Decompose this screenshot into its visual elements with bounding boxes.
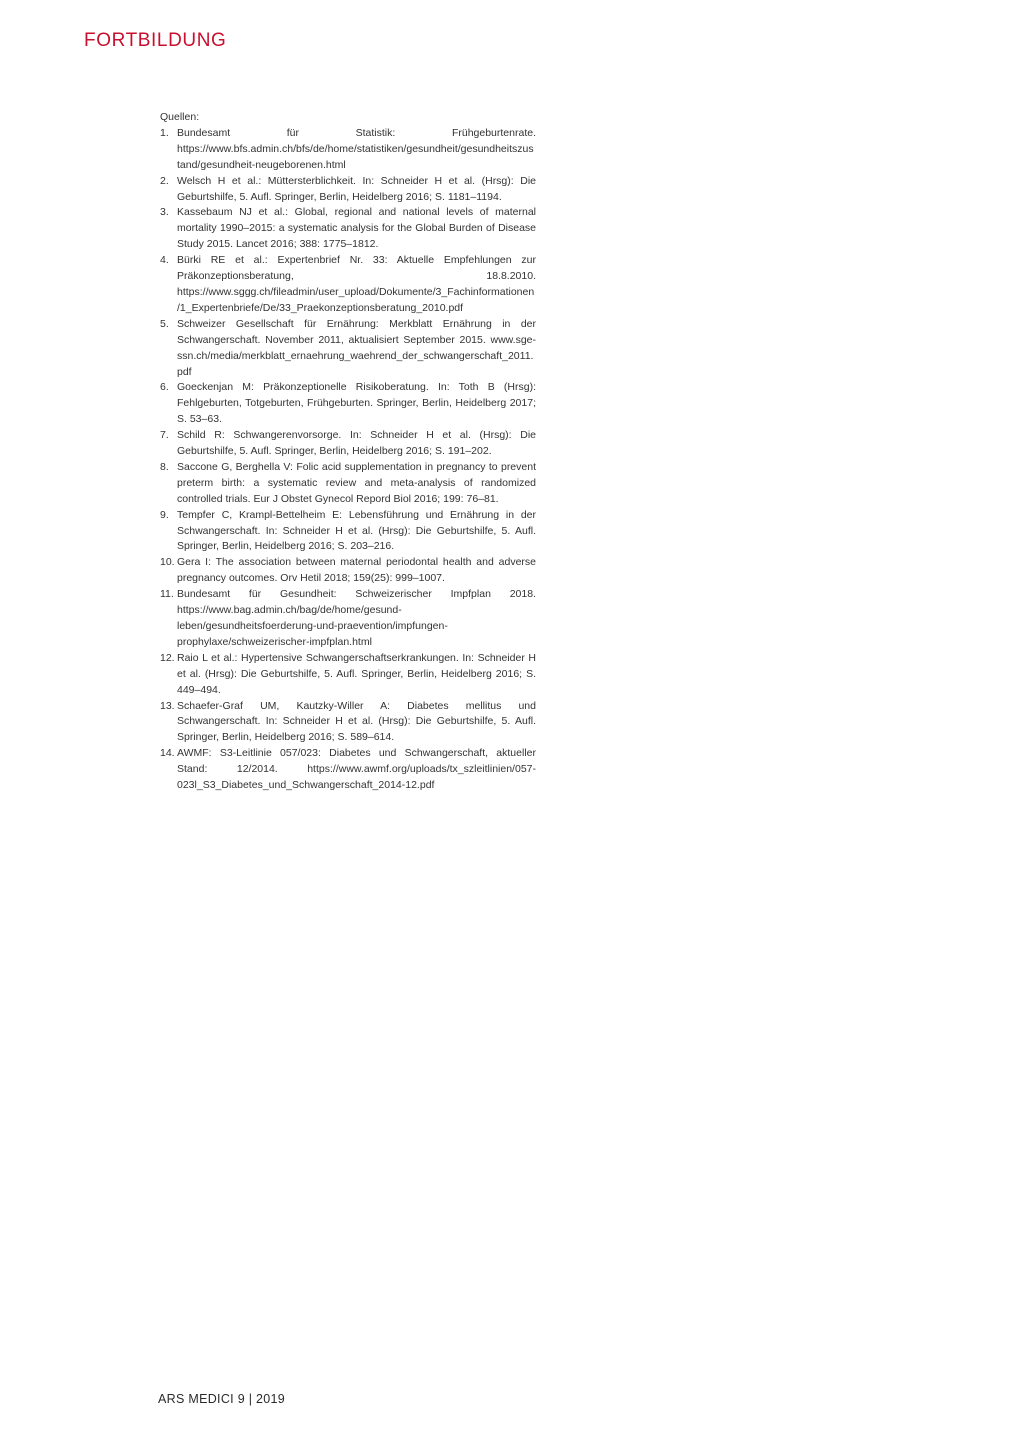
reference-item	[160, 380, 536, 428]
reference-text: Schweizer Gesellschaft für Ernährung: Merkblatt Ernährung in der Schwangerschaft. November 2011, aktualisiert September 2015. www.sge-ssn.ch/media/merkblatt_ernaehrung_waehrend_der_schwangerschaft_2011.pdf	[177, 317, 536, 378]
reference-text: Welsch H et al.: Müttersterblichkeit. In: Schneider H et al. (Hrsg): Die Geburtshilfe, 5. Aufl. Springer, Berlin, Heidelberg 2016; S. 1181–1194.	[177, 174, 536, 203]
reference-number: 13.	[160, 699, 175, 712]
journal-footer: ARS MEDICI 9 | 2019	[158, 1392, 286, 1406]
reference-number: 3.	[160, 206, 169, 219]
reference-text: Kassebaum NJ et al.: Global, regional and national levels of maternal mortality 1990–2015: a systematic analysis for the Global Burden of Disease Study 2015. Lancet 2016; 388: 1775–1812.	[177, 206, 536, 251]
reference-item	[160, 253, 536, 317]
reference-text: Gera I: The association between maternal periodontal health and adverse pregnancy outcomes. Orv Hetil 2018; 159(25): 999–1007.	[177, 556, 536, 585]
reference-number: 7.	[160, 429, 169, 442]
reference-item	[160, 587, 536, 651]
reference-text: Raio L et al.: Hypertensive Schwangerschaftserkrankungen. In: Schneider H et al. (Hrsg): Die Geburtshilfe, 5. Aufl. Springer, Berlin, Heidelberg 2016; S. 449–494.	[177, 651, 536, 696]
reference-item	[160, 460, 536, 508]
reference-text: Bundesamt für Statistik: Frühgeburtenrate. https://www.bfs.admin.ch/bfs/de/home/statistiken/gesundheit/gesundheitszustand/gesundheit-neugeborenen.html	[177, 126, 536, 171]
references-title: Quellen:	[160, 111, 200, 123]
reference-number: 6.	[160, 381, 169, 394]
reference-item	[160, 205, 536, 253]
reference-text: Schild R: Schwangerenvorsorge. In: Schneider H et al. (Hrsg): Die Geburtshilfe, 5. Aufl. Springer, Berlin, Heidelberg 2016; S. 191–202.	[177, 429, 536, 458]
reference-list	[160, 126, 536, 794]
reference-item	[160, 174, 536, 206]
reference-number: 10.	[160, 556, 175, 569]
reference-item	[160, 699, 536, 747]
reference-number: 1.	[160, 126, 169, 139]
reference-text: Tempfer C, Krampl-Bettelheim E: Lebensführung und Ernährung in der Schwangerschaft. In: Schneider H et al. (Hrsg): Die Geburtshilfe, 5. Aufl. Springer, Berlin, Heidelberg 2016; S. 203–216.	[177, 508, 536, 553]
reference-number: 5.	[160, 317, 169, 330]
reference-item	[160, 126, 536, 174]
reference-text: Bürki RE et al.: Expertenbrief Nr. 33: Aktuelle Empfehlungen zur Präkonzeptionsberatung, 18.8.2010. https://www.sggg.ch/fileadmin/user_upload/Dokumente/3_Fachinformationen/1_Expertenbriefe/De/33_Praekonzeptionsberatung_2010.pdf	[177, 254, 536, 314]
reference-item	[160, 317, 536, 381]
reference-text: Saccone G, Berghella V: Folic acid supplementation in pregnancy to prevent preterm birth: a systematic review and meta-analysis of randomized controlled trials. Eur J Obstet Gynecol Repord Biol 2016; 199: 76–81.	[177, 460, 536, 505]
reference-item	[160, 428, 536, 460]
reference-item	[160, 651, 536, 699]
reference-number: 11.	[160, 588, 174, 601]
reference-number: 8.	[160, 460, 169, 473]
reference-text: Goeckenjan M: Präkonzeptionelle Risikoberatung. In: Toth B (Hrsg): Fehlgeburten, Totgeburten, Frühgeburten. Springer, Berlin, Heidelberg 2017; S. 53–63.	[177, 381, 536, 426]
reference-item	[160, 555, 536, 587]
reference-number: 12.	[160, 651, 175, 664]
reference-text: Bundesamt für Gesundheit: Schweizerischer Impfplan 2018. https://www.bag.admin.ch/bag/de/home/gesund-leben/gesundheitsfoerderung-und-praevention/impfungen-prophylaxe/schweizerischer-impfplan.html	[177, 588, 536, 648]
reference-number: 4.	[160, 254, 169, 267]
reference-text: Schaefer-Graf UM, Kautzky-Willer A: Diabetes mellitus und Schwangerschaft. In: Schneider H et al. (Hrsg): Die Geburtshilfe, 5. Aufl. Springer, Berlin, Heidelberg 2016; S. 589–614.	[177, 699, 536, 744]
reference-number: 2.	[160, 174, 169, 187]
reference-number: 9.	[160, 508, 169, 521]
reference-number: 14.	[160, 747, 175, 760]
reference-text: AWMF: S3-Leitlinie 057/023: Diabetes und Schwangerschaft, aktueller Stand: 12/2014. https://www.awmf.org/uploads/tx_szleitlinien/057-023l_S3_Diabetes_und_Schwangerschaft_2014-12.pdf	[177, 747, 536, 792]
reference-item	[160, 746, 536, 794]
reference-item	[160, 508, 536, 556]
section-heading: FORTBILDUNG	[84, 30, 227, 51]
references-block	[160, 110, 536, 794]
